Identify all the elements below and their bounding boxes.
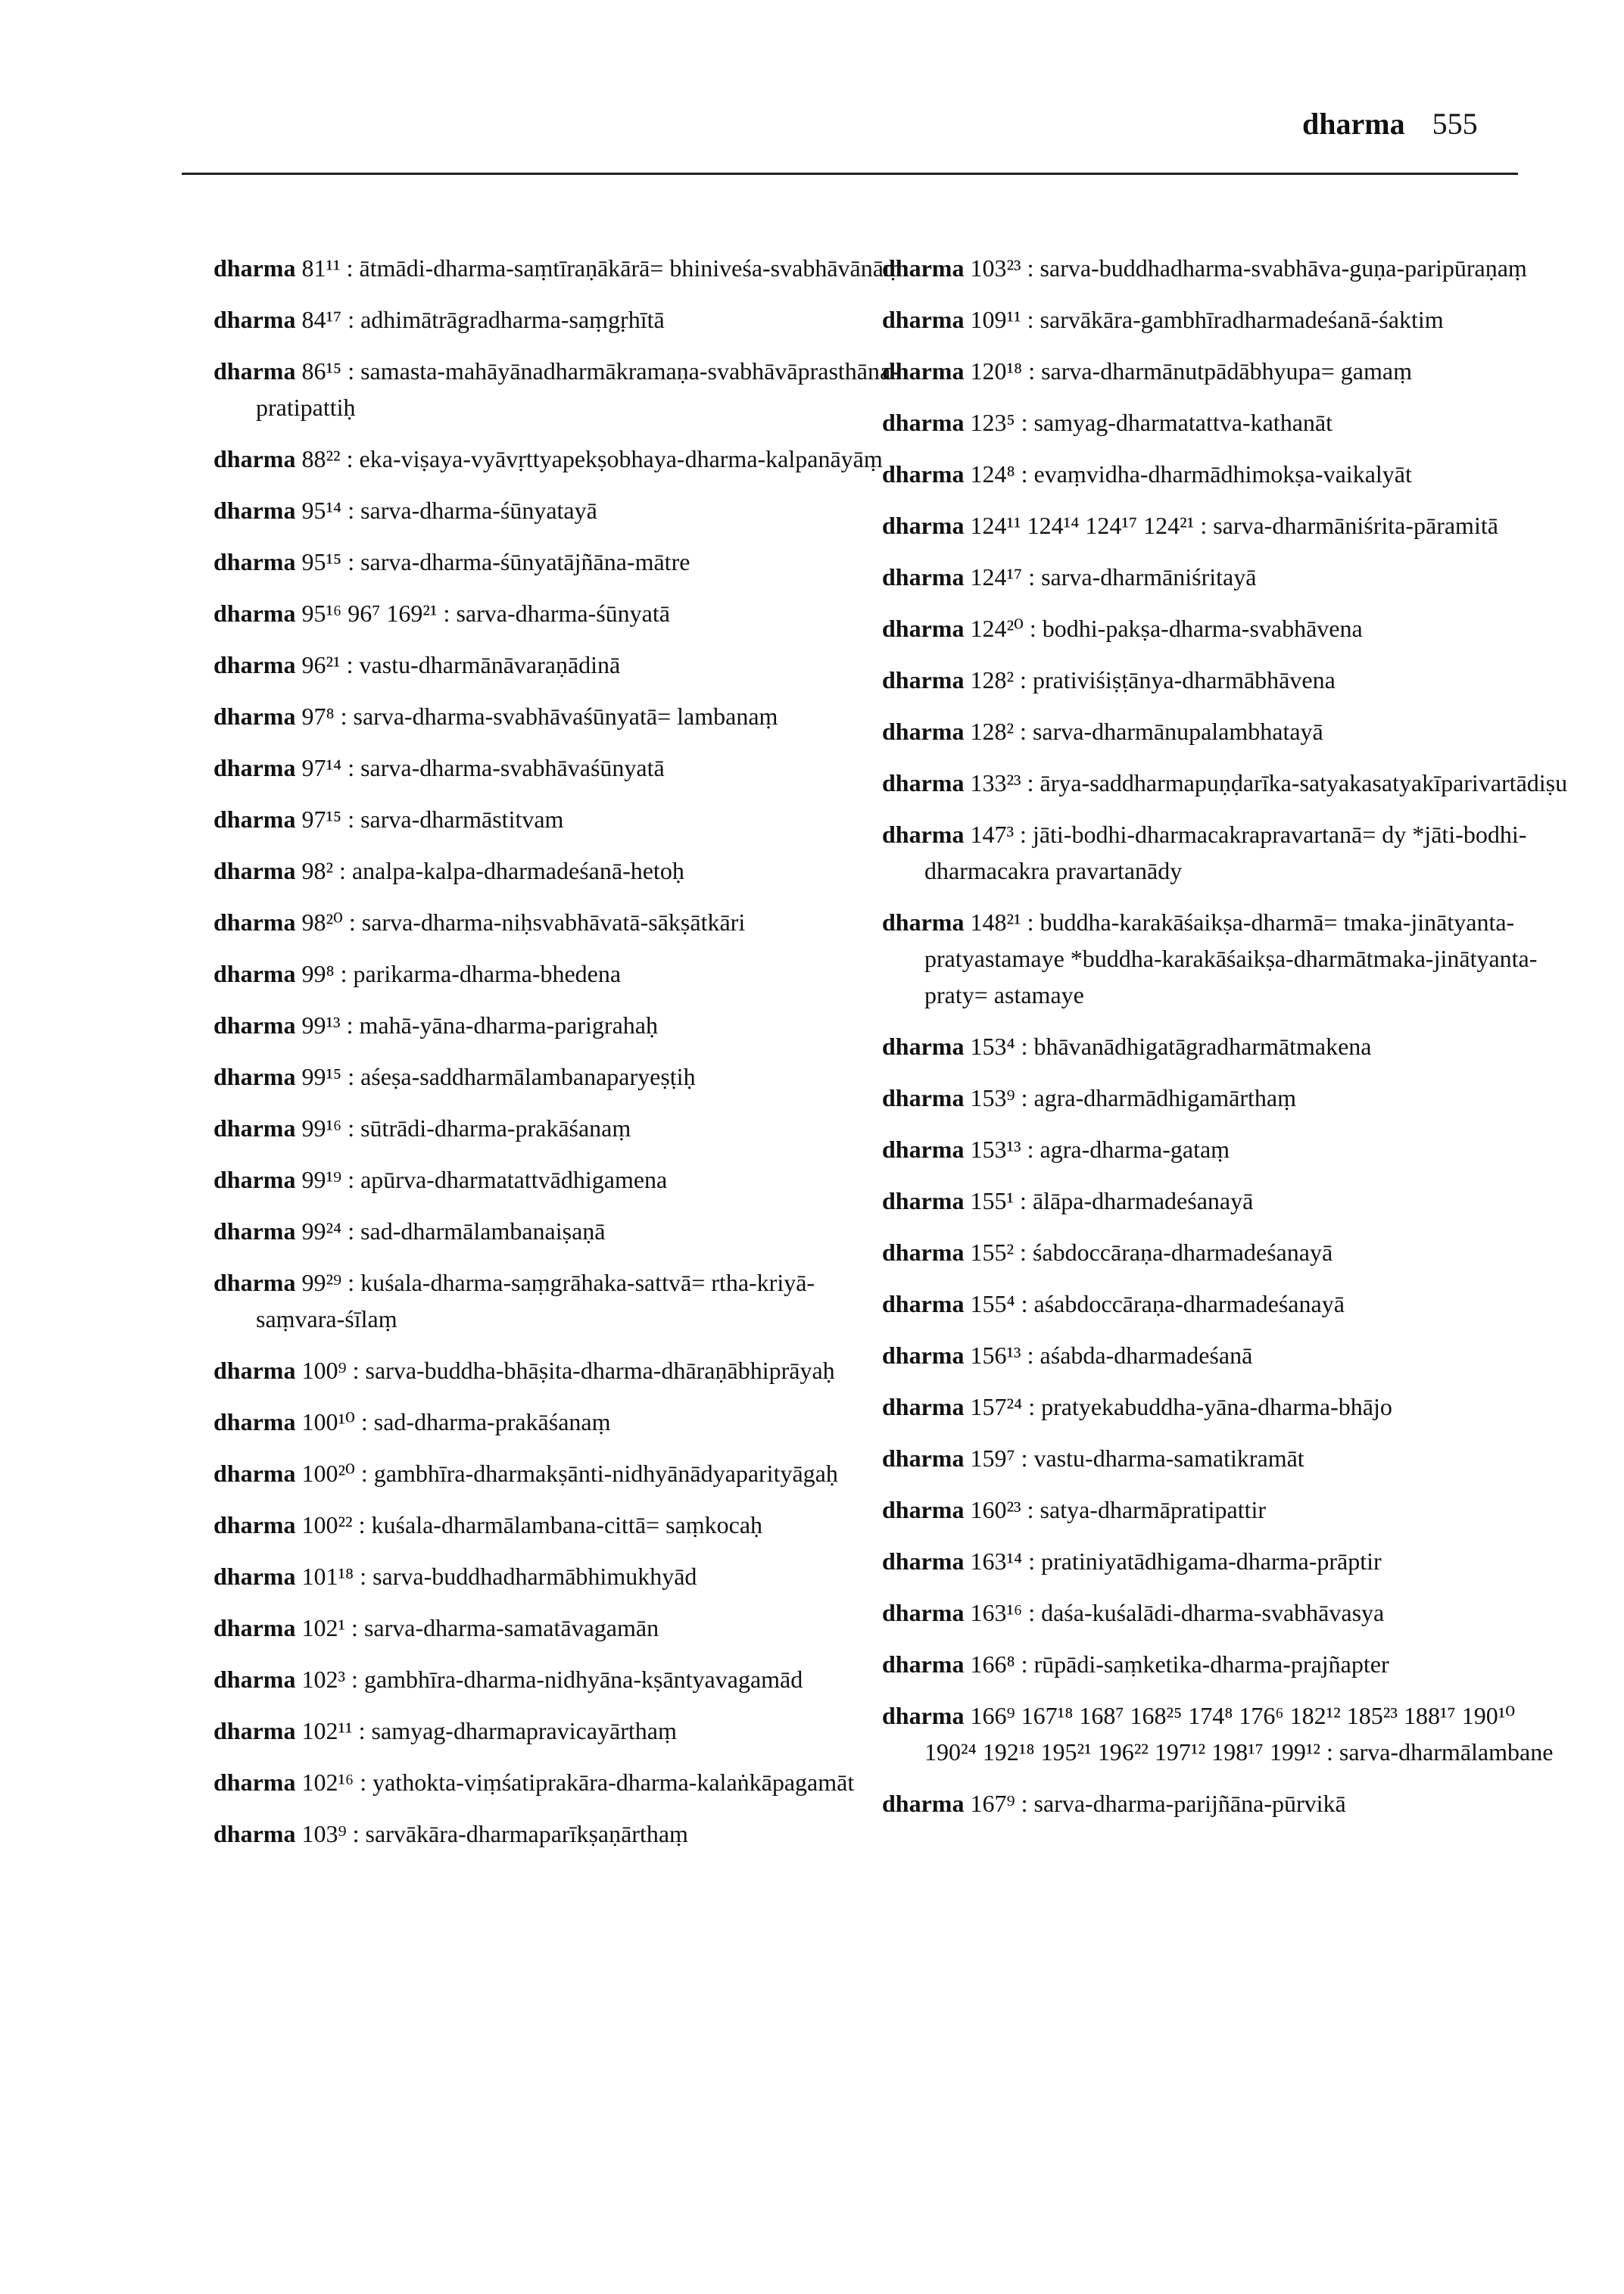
entry-headword: dharma	[882, 1187, 965, 1214]
entry-references: 102³	[301, 1666, 346, 1693]
entry-text: sad-dharmālambanaiṣaṇā	[360, 1217, 606, 1245]
entry-text: sarva-dharma-svabhāvaśūnyatā	[360, 754, 665, 781]
entry-references: 153⁹	[970, 1084, 1015, 1111]
entry-headword: dharma	[214, 357, 296, 385]
entry-references: 156¹³	[970, 1342, 1021, 1369]
index-entry: dharma 124²⁰ : bodhi-pakṣa-dharma-svabhāvena	[882, 615, 1363, 642]
entry-text: buddha-karakāśaikṣa-dharmā= tmaka-jinātyanta-pratyastamaye *buddha-karakāśaikṣa-dharmātmaka-jinātyanta-praty= astamaye	[924, 909, 1538, 1008]
entry-headword: dharma	[214, 1563, 296, 1590]
entry-references: 100²²	[301, 1511, 353, 1538]
entry-references: 99¹⁶	[301, 1114, 342, 1142]
entry-text: pratyekabuddha-yāna-dharma-bhājo	[1041, 1393, 1392, 1420]
entry-text: ārya-saddharmapuṇḍarīka-satyakasatyakīparivartādiṣu	[1040, 769, 1568, 796]
entry-references: 95¹⁵	[301, 548, 342, 575]
index-entry: dharma 97¹⁵ : sarva-dharmāstitvam	[214, 806, 564, 833]
entry-headword: dharma	[882, 1033, 965, 1060]
entry-references: 147³	[970, 821, 1015, 848]
entry-references: 100⁹	[301, 1357, 347, 1384]
entry-headword: dharma	[214, 1820, 296, 1847]
entry-text: sarvākāra-dharmaparīkṣaṇārthaṃ	[365, 1820, 688, 1847]
index-entry: dharma 101¹⁸ : sarva-buddhadharmābhimukhyād	[214, 1563, 697, 1590]
entry-text: kuśala-dharmālambana-cittā= saṃkocaḥ	[371, 1511, 763, 1538]
entry-references: 99¹³	[301, 1011, 341, 1039]
entry-references: 102¹⁶	[301, 1769, 354, 1796]
entry-references: 102¹¹	[301, 1717, 353, 1744]
entry-text: agra-dharmādhigamārthaṃ	[1033, 1084, 1296, 1111]
index-entry: dharma 109¹¹ : sarvākāra-gambhīradharmadeśanā-śaktim	[882, 306, 1444, 333]
entry-text: eka-viṣaya-vyāvṛttyapekṣobhaya-dharma-kalpanāyāṃ	[359, 445, 883, 472]
entry-references: 166⁹ 167¹⁸ 168⁷ 168²⁵ 174⁸ 176⁶ 182¹² 185²³ 188¹⁷ 190¹⁰ 190²⁴ 192¹⁸ 195²¹ 196²² 197¹² 198¹⁷ 199¹²	[924, 1702, 1516, 1766]
entry-references: 99⁸	[301, 960, 335, 987]
entry-headword: dharma	[882, 1136, 965, 1163]
entry-references: 128²	[970, 666, 1015, 693]
index-entry: dharma 128² : prativiśiṣṭānya-dharmābhāvena	[882, 666, 1336, 693]
index-entry: dharma 100²² : kuśala-dharmālambana-cittā= saṃkocaḥ	[214, 1511, 763, 1538]
entry-text: sūtrādi-dharma-prakāśanaṃ	[360, 1114, 631, 1142]
index-entry: dharma 159⁷ : vastu-dharma-samatikramāt	[882, 1445, 1304, 1472]
entry-references: 124²⁰	[970, 615, 1024, 642]
index-entry: dharma 123⁵ : samyag-dharmatattva-kathanāt	[882, 409, 1333, 436]
entry-headword: dharma	[882, 1239, 965, 1266]
entry-headword: dharma	[882, 666, 965, 693]
entry-headword: dharma	[882, 306, 965, 333]
entry-headword: dharma	[214, 1614, 296, 1641]
entry-headword: dharma	[214, 806, 296, 833]
entry-references: 124¹¹ 124¹⁴ 124¹⁷ 124²¹	[970, 512, 1195, 539]
entry-references: 98²	[301, 857, 334, 884]
entry-headword: dharma	[882, 357, 965, 385]
index-entry: dharma 148²¹ : buddha-karakāśaikṣa-dharmā= tmaka-jinātyanta-pratyastamaye *buddha-karakāśaikṣa-dharmātmaka-jinātyanta-praty= astamaye	[882, 909, 1538, 1008]
entry-headword: dharma	[214, 1217, 296, 1245]
entry-text: sarva-dharma-svabhāvaśūnyatā= lambanaṃ	[353, 703, 778, 730]
index-entry: dharma 100¹⁰ : sad-dharma-prakāśanaṃ	[214, 1408, 611, 1435]
entry-headword: dharma	[882, 1290, 965, 1317]
entry-headword: dharma	[882, 460, 965, 488]
entry-text: satya-dharmāpratipattir	[1040, 1496, 1267, 1523]
entry-text: mahā-yāna-dharma-parigrahaḥ	[359, 1011, 658, 1039]
entry-headword: dharma	[214, 1269, 296, 1296]
entry-headword: dharma	[882, 821, 965, 848]
index-entry: dharma 120¹⁸ : sarva-dharmānutpādābhyupa= gamaṃ	[882, 357, 1412, 385]
entry-headword: dharma	[214, 1011, 296, 1039]
entry-text: śabdoccāraṇa-dharmadeśanayā	[1032, 1239, 1333, 1266]
entry-references: 97⁸	[301, 703, 335, 730]
index-entry: dharma 97¹⁴ : sarva-dharma-svabhāvaśūnyatā	[214, 754, 665, 781]
entry-references: 96²¹	[301, 651, 341, 678]
entry-text: vastu-dharmānāvaraṇādinā	[359, 651, 621, 678]
entry-references: 133²³	[970, 769, 1021, 796]
index-entry: dharma 102¹ : sarva-dharma-samatāvagamān	[214, 1614, 659, 1641]
entry-text: gambhīra-dharma-nidhyāna-kṣāntyavagamād	[363, 1666, 803, 1693]
index-entry: dharma 155² : śabdoccāraṇa-dharmadeśanayā	[882, 1239, 1333, 1266]
index-entry: dharma 147³ : jāti-bodhi-dharmacakrapravartanā= dy *jāti-bodhi-dharmacakra pravartanādy	[882, 821, 1527, 884]
entry-headword: dharma	[214, 1717, 296, 1744]
entry-headword: dharma	[214, 1357, 296, 1384]
entry-headword: dharma	[214, 254, 296, 282]
entry-headword: dharma	[214, 600, 296, 627]
entry-text: rūpādi-saṃketika-dharma-prajñapter	[1033, 1650, 1389, 1678]
entry-references: 84¹⁷	[301, 306, 342, 333]
entry-references: 97¹⁴	[301, 754, 342, 781]
index-entry: dharma 100⁹ : sarva-buddha-bhāṣita-dharma-dhāraṇābhiprāyaḥ	[214, 1357, 835, 1384]
entry-headword: dharma	[882, 409, 965, 436]
index-entry: dharma 97⁸ : sarva-dharma-svabhāvaśūnyatā= lambanaṃ	[214, 703, 778, 730]
entry-text: sarva-dharma-śūnyatayā	[360, 497, 597, 524]
index-entry: dharma 84¹⁷ : adhimātrāgradharma-saṃgṛhītā	[214, 306, 665, 333]
entry-references: 100²⁰	[301, 1460, 355, 1487]
running-headword: dharma	[1302, 107, 1405, 141]
entry-headword: dharma	[214, 960, 296, 987]
entry-text: pratiniyatādhigama-dharma-prāptir	[1041, 1548, 1382, 1575]
index-entry: dharma 153¹³ : agra-dharma-gataṃ	[882, 1136, 1230, 1163]
entry-text: daśa-kuśalādi-dharma-svabhāvasya	[1041, 1599, 1385, 1626]
entry-text: sarva-buddhadharma-svabhāva-guṇa-paripūraṇaṃ	[1040, 254, 1527, 282]
entry-text: kuśala-dharma-saṃgrāhaka-sattvā= rtha-kriyā-saṃvara-śīlaṃ	[256, 1269, 815, 1332]
entry-references: 95¹⁶ 96⁷ 169²¹	[301, 600, 438, 627]
entry-text: samasta-mahāyānadharmākramaṇa-svabhāvāprasthāna-pratipattiḥ	[256, 357, 899, 421]
entry-headword: dharma	[882, 769, 965, 796]
entry-headword: dharma	[214, 1114, 296, 1142]
entry-text: sarva-buddha-bhāṣita-dharma-dhāraṇābhiprāyaḥ	[365, 1357, 835, 1384]
entry-headword: dharma	[214, 703, 296, 730]
entry-text: sarva-dharma-śūnyatājñāna-mātre	[360, 548, 690, 575]
entry-headword: dharma	[882, 254, 965, 282]
index-entry: dharma 128² : sarva-dharmānupalambhatayā	[882, 718, 1323, 745]
entry-references: 155²	[970, 1239, 1015, 1266]
entry-references: 99¹⁹	[301, 1166, 342, 1193]
entry-text: analpa-kalpa-dharmadeśanā-hetoḥ	[351, 857, 684, 884]
entry-headword: dharma	[882, 1084, 965, 1111]
entry-headword: dharma	[214, 306, 296, 333]
entry-headword: dharma	[882, 1496, 965, 1523]
index-entry: dharma 99¹⁵ : aśeṣa-saddharmālambanaparyeṣṭiḥ	[214, 1063, 696, 1090]
entry-headword: dharma	[214, 445, 296, 472]
entry-references: 159⁷	[970, 1445, 1015, 1472]
index-entry: dharma 163¹⁴ : pratiniyatādhigama-dharma-prāptir	[882, 1548, 1382, 1575]
entry-references: 153⁴	[970, 1033, 1015, 1060]
index-entry: dharma 99¹⁹ : apūrva-dharmatattvādhigamena	[214, 1166, 668, 1193]
header-rule	[182, 173, 1518, 175]
index-entry: dharma 100²⁰ : gambhīra-dharmakṣānti-nidhyānādyaparityāgaḥ	[214, 1460, 838, 1487]
index-entry: dharma 166⁹ 167¹⁸ 168⁷ 168²⁵ 174⁸ 176⁶ 182¹² 185²³ 188¹⁷ 190¹⁰ 190²⁴ 192¹⁸ 195²¹ 196²² 197¹² 198¹⁷ 199¹² : sarva-dharmālambane	[882, 1702, 1554, 1766]
entry-headword: dharma	[882, 909, 965, 936]
index-entry: dharma 160²³ : satya-dharmāpratipattir	[882, 1496, 1267, 1523]
entry-headword: dharma	[214, 909, 296, 936]
index-entry: dharma 95¹⁶ 96⁷ 169²¹ : sarva-dharma-śūnyatā	[214, 600, 670, 627]
index-entry: dharma 95¹⁵ : sarva-dharma-śūnyatājñāna-mātre	[214, 548, 690, 575]
entry-references: 99¹⁵	[301, 1063, 342, 1090]
index-entry: dharma 102¹⁶ : yathokta-viṃśatiprakāra-dharma-kalaṅkāpagamāt	[214, 1769, 855, 1796]
index-entry: dharma 124¹¹ 124¹⁴ 124¹⁷ 124²¹ : sarva-dharmāniśrita-pāramitā	[882, 512, 1498, 539]
entry-text: agra-dharma-gataṃ	[1040, 1136, 1230, 1163]
index-entry: dharma 166⁸ : rūpādi-saṃketika-dharma-prajñapter	[882, 1650, 1389, 1678]
entry-text: sarva-dharmānupalambhatayā	[1032, 718, 1323, 745]
entry-references: 124⁸	[970, 460, 1015, 488]
entry-text: bodhi-pakṣa-dharma-svabhāvena	[1042, 615, 1363, 642]
entry-text: sarva-buddhadharmābhimukhyād	[372, 1563, 697, 1590]
entry-references: 128²	[970, 718, 1015, 745]
entry-references: 103²³	[970, 254, 1021, 282]
entry-text: apūrva-dharmatattvādhigamena	[360, 1166, 668, 1193]
entry-headword: dharma	[882, 1650, 965, 1678]
index-entry: dharma 86¹⁵ : samasta-mahāyānadharmākramaṇa-svabhāvāprasthāna-pratipattiḥ	[214, 357, 899, 421]
entry-text: sarva-dharma-śūnyatā	[456, 600, 670, 627]
entry-text: sarva-dharmāstitvam	[360, 806, 564, 833]
entry-text: evaṃvidha-dharmādhimokṣa-vaikalyāt	[1033, 460, 1412, 488]
entry-references: 160²³	[970, 1496, 1021, 1523]
index-entry: dharma 99¹⁶ : sūtrādi-dharma-prakāśanaṃ	[214, 1114, 631, 1142]
index-entry: dharma 153⁹ : agra-dharmādhigamārthaṃ	[882, 1084, 1296, 1111]
entry-references: 99²⁴	[301, 1217, 342, 1245]
entry-headword: dharma	[214, 497, 296, 524]
entry-references: 86¹⁵	[301, 357, 342, 385]
entry-headword: dharma	[214, 548, 296, 575]
entry-references: 95¹⁴	[301, 497, 342, 524]
entry-headword: dharma	[882, 1393, 965, 1420]
index-entry: dharma 167⁹ : sarva-dharma-parijñāna-pūrvikā	[882, 1790, 1346, 1817]
entry-text: aśabdoccāraṇa-dharmadeśanayā	[1033, 1290, 1345, 1317]
index-entry: dharma 155¹ : ālāpa-dharmadeśanayā	[882, 1187, 1254, 1214]
entry-references: 167⁹	[970, 1790, 1015, 1817]
index-entry: dharma 102³ : gambhīra-dharma-nidhyāna-kṣāntyavagamād	[214, 1666, 803, 1693]
index-entry: dharma 81¹¹ : ātmādi-dharma-saṃtīraṇākārā= bhiniveśa-svabhāvānāṃ	[214, 254, 902, 282]
entry-text: sad-dharma-prakāśanaṃ	[373, 1408, 611, 1435]
entry-references: 102¹	[301, 1614, 346, 1641]
entry-text: sarva-dharmānutpādābhyupa= gamaṃ	[1041, 357, 1412, 385]
index-entry: dharma 99¹³ : mahā-yāna-dharma-parigrahaḥ	[214, 1011, 658, 1039]
entry-references: 101¹⁸	[301, 1563, 354, 1590]
index-entry: dharma 103⁹ : sarvākāra-dharmaparīkṣaṇārthaṃ	[214, 1820, 688, 1847]
entry-text: ātmādi-dharma-saṃtīraṇākārā= bhiniveśa-svabhāvānāṃ	[359, 254, 902, 282]
index-entry: dharma 98²⁰ : sarva-dharma-niḥsvabhāvatā-sākṣātkāri	[214, 909, 746, 936]
index-entry: dharma 102¹¹ : samyag-dharmapravicayārthaṃ	[214, 1717, 677, 1744]
index-entry: dharma 99⁸ : parikarma-dharma-bhedena	[214, 960, 622, 987]
entry-text: ālāpa-dharmadeśanayā	[1032, 1187, 1254, 1214]
entry-headword: dharma	[882, 1445, 965, 1472]
index-entry: dharma 98² : analpa-kalpa-dharmadeśanā-hetoḥ	[214, 857, 684, 884]
entry-references: 148²¹	[970, 909, 1021, 936]
entry-references: 99²⁹	[301, 1269, 342, 1296]
entry-headword: dharma	[214, 1166, 296, 1193]
entry-headword: dharma	[214, 1460, 296, 1487]
index-entry: dharma 99²⁹ : kuśala-dharma-saṃgrāhaka-sattvā= rtha-kriyā-saṃvara-śīlaṃ	[214, 1269, 815, 1332]
left-column	[214, 250, 902, 1867]
entry-text: sarva-dharma-niḥsvabhāvatā-sākṣātkāri	[361, 909, 746, 936]
entry-references: 155¹	[970, 1187, 1015, 1214]
entry-references: 98²⁰	[301, 909, 343, 936]
entry-text: bhāvanādhigatāgradharmātmakena	[1033, 1033, 1372, 1060]
entry-text: sarva-dharma-parijñāna-pūrvikā	[1033, 1790, 1346, 1817]
entry-references: 166⁸	[970, 1650, 1015, 1678]
entry-headword: dharma	[214, 1769, 296, 1796]
index-entry: dharma 88²² : eka-viṣaya-vyāvṛttyapekṣobhaya-dharma-kalpanāyāṃ	[214, 445, 883, 472]
entry-text: sarva-dharmāniśritayā	[1041, 563, 1257, 591]
index-entry: dharma 96²¹ : vastu-dharmānāvaraṇādinā	[214, 651, 621, 678]
entry-text: yathokta-viṃśatiprakāra-dharma-kalaṅkāpagamāt	[372, 1769, 855, 1796]
entry-references: 123⁵	[970, 409, 1015, 436]
entry-references: 100¹⁰	[301, 1408, 355, 1435]
entry-references: 103⁹	[301, 1820, 347, 1847]
entry-text: sarva-dharmāniśrita-pāramitā	[1213, 512, 1498, 539]
entry-text: sarva-dharmālambane	[1339, 1738, 1554, 1766]
entry-headword: dharma	[882, 512, 965, 539]
entry-references: 81¹¹	[301, 254, 341, 282]
entry-text: prativiśiṣṭānya-dharmābhāvena	[1032, 666, 1336, 693]
entry-references: 157²⁴	[970, 1393, 1023, 1420]
entry-headword: dharma	[882, 1342, 965, 1369]
entry-text: samyag-dharmatattva-kathanāt	[1033, 409, 1333, 436]
entry-references: 155⁴	[970, 1290, 1015, 1317]
entry-headword: dharma	[214, 1063, 296, 1090]
index-entry: dharma 103²³ : sarva-buddhadharma-svabhāva-guṇa-paripūraṇaṃ	[882, 254, 1527, 282]
entry-text: vastu-dharma-samatikramāt	[1033, 1445, 1304, 1472]
index-entry: dharma 99²⁴ : sad-dharmālambanaiṣaṇā	[214, 1217, 606, 1245]
entry-headword: dharma	[214, 1511, 296, 1538]
index-entry: dharma 163¹⁶ : daśa-kuśalādi-dharma-svabhāvasya	[882, 1599, 1385, 1626]
running-header	[1302, 106, 1478, 142]
entry-references: 109¹¹	[970, 306, 1021, 333]
index-entry: dharma 157²⁴ : pratyekabuddha-yāna-dharma-bhājo	[882, 1393, 1392, 1420]
index-entry: dharma 133²³ : ārya-saddharmapuṇḍarīka-satyakasatyakīparivartādiṣu	[882, 769, 1568, 796]
entry-references: 120¹⁸	[970, 357, 1023, 385]
entry-text: aśeṣa-saddharmālambanaparyeṣṭiḥ	[360, 1063, 696, 1090]
index-entry: dharma 155⁴ : aśabdoccāraṇa-dharmadeśanayā	[882, 1290, 1345, 1317]
entry-text: gambhīra-dharmakṣānti-nidhyānādyaparityāgaḥ	[373, 1460, 838, 1487]
entry-headword: dharma	[214, 1666, 296, 1693]
entry-headword: dharma	[882, 615, 965, 642]
entry-text: adhimātrāgradharma-saṃgṛhītā	[360, 306, 665, 333]
entry-headword: dharma	[882, 563, 965, 591]
entry-headword: dharma	[882, 1599, 965, 1626]
entry-text: sarva-dharma-samatāvagamān	[363, 1614, 659, 1641]
entry-headword: dharma	[214, 857, 296, 884]
entry-headword: dharma	[882, 1790, 965, 1817]
entry-text: samyag-dharmapravicayārthaṃ	[371, 1717, 677, 1744]
entry-text: aśabda-dharmadeśanā	[1040, 1342, 1253, 1369]
index-entry: dharma 153⁴ : bhāvanādhigatāgradharmātmakena	[882, 1033, 1372, 1060]
entry-headword: dharma	[882, 1702, 965, 1729]
entry-text: parikarma-dharma-bhedena	[353, 960, 622, 987]
page-number: 555	[1432, 107, 1478, 141]
entry-headword: dharma	[882, 1548, 965, 1575]
entry-references: 163¹⁶	[970, 1599, 1023, 1626]
entry-references: 163¹⁴	[970, 1548, 1023, 1575]
index-entry: dharma 124⁸ : evaṃvidha-dharmādhimokṣa-vaikalyāt	[882, 460, 1412, 488]
right-column	[882, 250, 1571, 1837]
index-entry: dharma 124¹⁷ : sarva-dharmāniśritayā	[882, 563, 1257, 591]
index-entry: dharma 95¹⁴ : sarva-dharma-śūnyatayā	[214, 497, 597, 524]
entry-references: 153¹³	[970, 1136, 1021, 1163]
entry-text: jāti-bodhi-dharmacakrapravartanā= dy *jāti-bodhi-dharmacakra pravartanādy	[924, 821, 1527, 884]
index-entry: dharma 156¹³ : aśabda-dharmadeśanā	[882, 1342, 1253, 1369]
entry-headword: dharma	[214, 651, 296, 678]
entry-references: 88²²	[301, 445, 341, 472]
entry-headword: dharma	[882, 718, 965, 745]
entry-headword: dharma	[214, 1408, 296, 1435]
entry-text: sarvākāra-gambhīradharmadeśanā-śaktim	[1040, 306, 1444, 333]
entry-references: 124¹⁷	[970, 563, 1023, 591]
entry-headword: dharma	[214, 754, 296, 781]
entry-references: 97¹⁵	[301, 806, 342, 833]
